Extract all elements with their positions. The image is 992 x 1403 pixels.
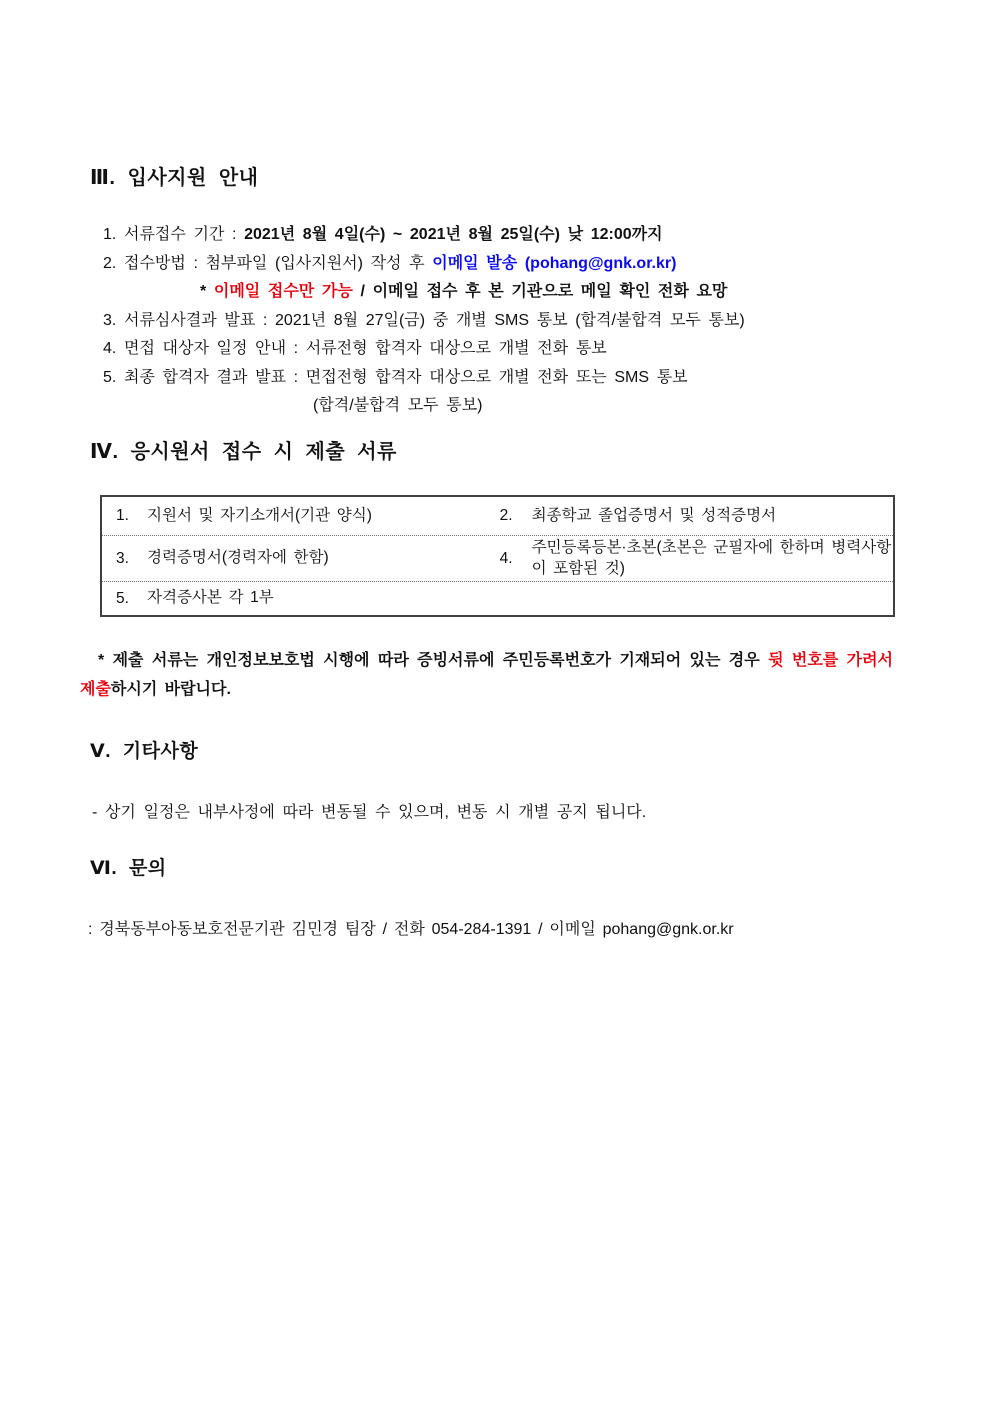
item-number: 2. [499,507,513,524]
item-text: 자격증사본 각 1부 [147,589,274,607]
text-segment: 2021년 8월 4일(수) ~ 2021년 8월 25일(수) 낮 12:00까지 [244,226,663,243]
table-cell [102,497,490,535]
contact-info [88,916,734,939]
list-item [103,307,915,336]
privacy-note [80,647,893,704]
table-row [102,581,893,615]
item-text: 주민등록등본·초본(초본은 군필자에 한하며 병력사항이 포함된 것) [531,539,892,577]
table-row [102,497,893,535]
text-segment: 5. 최종 합격자 결과 발표 : 면접전형 합격자 대상으로 개별 전화 또는 SMS 통보 [103,368,688,386]
list-item [103,221,915,250]
list-item [103,392,915,421]
text-segment: * 제출 서류는 개인정보보호법 시행에 따라 증빙서류에 주민등록번호가 기재되어 있는 경우 [98,652,769,669]
list-item [103,364,915,393]
item-text: 경력증명서(경력자에 한함) [147,549,329,567]
text-segment: * [200,283,214,300]
text-segment: 1. 서류접수 기간 : [103,226,245,243]
item-number: 5. [116,589,129,607]
table-cell [490,497,893,535]
text-segment: 하시기 바랍니다. [110,680,231,698]
item-number: 3. [116,549,129,567]
list-item [103,278,915,307]
table-cell [490,582,893,615]
list-item [103,250,915,279]
item-number: 4. [499,549,513,567]
text-segment: : 경북동부아동보호전문기관 김민경 팀장 / 전화 054-284-1391 / 이메일 pohang@gnk.or.kr [88,921,734,938]
email-link[interactable]: (pohang@gnk.or.kr) [524,254,677,272]
section-heading-submission-documents: Ⅳ. 응시원서 접수 시 제출 서류 [90,441,397,463]
text-segment: 이메일 접수만 가능 [213,283,353,300]
item-text: 최종학교 졸업증명서 및 성적증명서 [531,506,777,524]
text-segment: 4. 면접 대상자 일정 안내 : 서류전형 합격자 대상으로 개별 전화 통보 [103,340,607,357]
schedule-change-note [92,799,646,822]
item-number: 1. [116,507,129,524]
list-item [103,335,915,364]
section-heading-inquiry: Ⅵ. 문의 [90,858,167,879]
text-segment: - 상기 일정은 내부사정에 따라 변동될 수 있으며, 변동 시 개별 공지 됩니다. [92,804,647,821]
text-segment: 이메일 발송 [432,254,525,272]
submission-documents-table [100,495,895,617]
table-cell [102,582,490,615]
table-cell [490,536,893,581]
section-heading-other: Ⅴ. 기타사항 [90,741,199,762]
text-segment: / 이메일 접수 후 본 기관으로 메일 확인 전화 요망 [352,283,728,300]
text-segment: 3. 서류심사결과 발표 : 2021년 8월 27일(금) 중 개별 SMS 통보 (합격/불합격 모두 통보) [103,311,745,329]
text-segment: 뒷 번호를 가려서 제출 [80,652,893,698]
table-cell [102,536,490,581]
item-text: 지원서 및 자기소개서(기관 양식) [147,506,372,524]
text-segment: 2. 접수방법 : 첨부파일 (입사지원서) 작성 후 [103,254,433,272]
text-segment: (합격/불합격 모두 통보) [313,397,483,414]
table-row [102,535,893,581]
application-guide-list [103,221,915,421]
section-heading-application-guide: Ⅲ. 입사지원 안내 [90,167,259,189]
